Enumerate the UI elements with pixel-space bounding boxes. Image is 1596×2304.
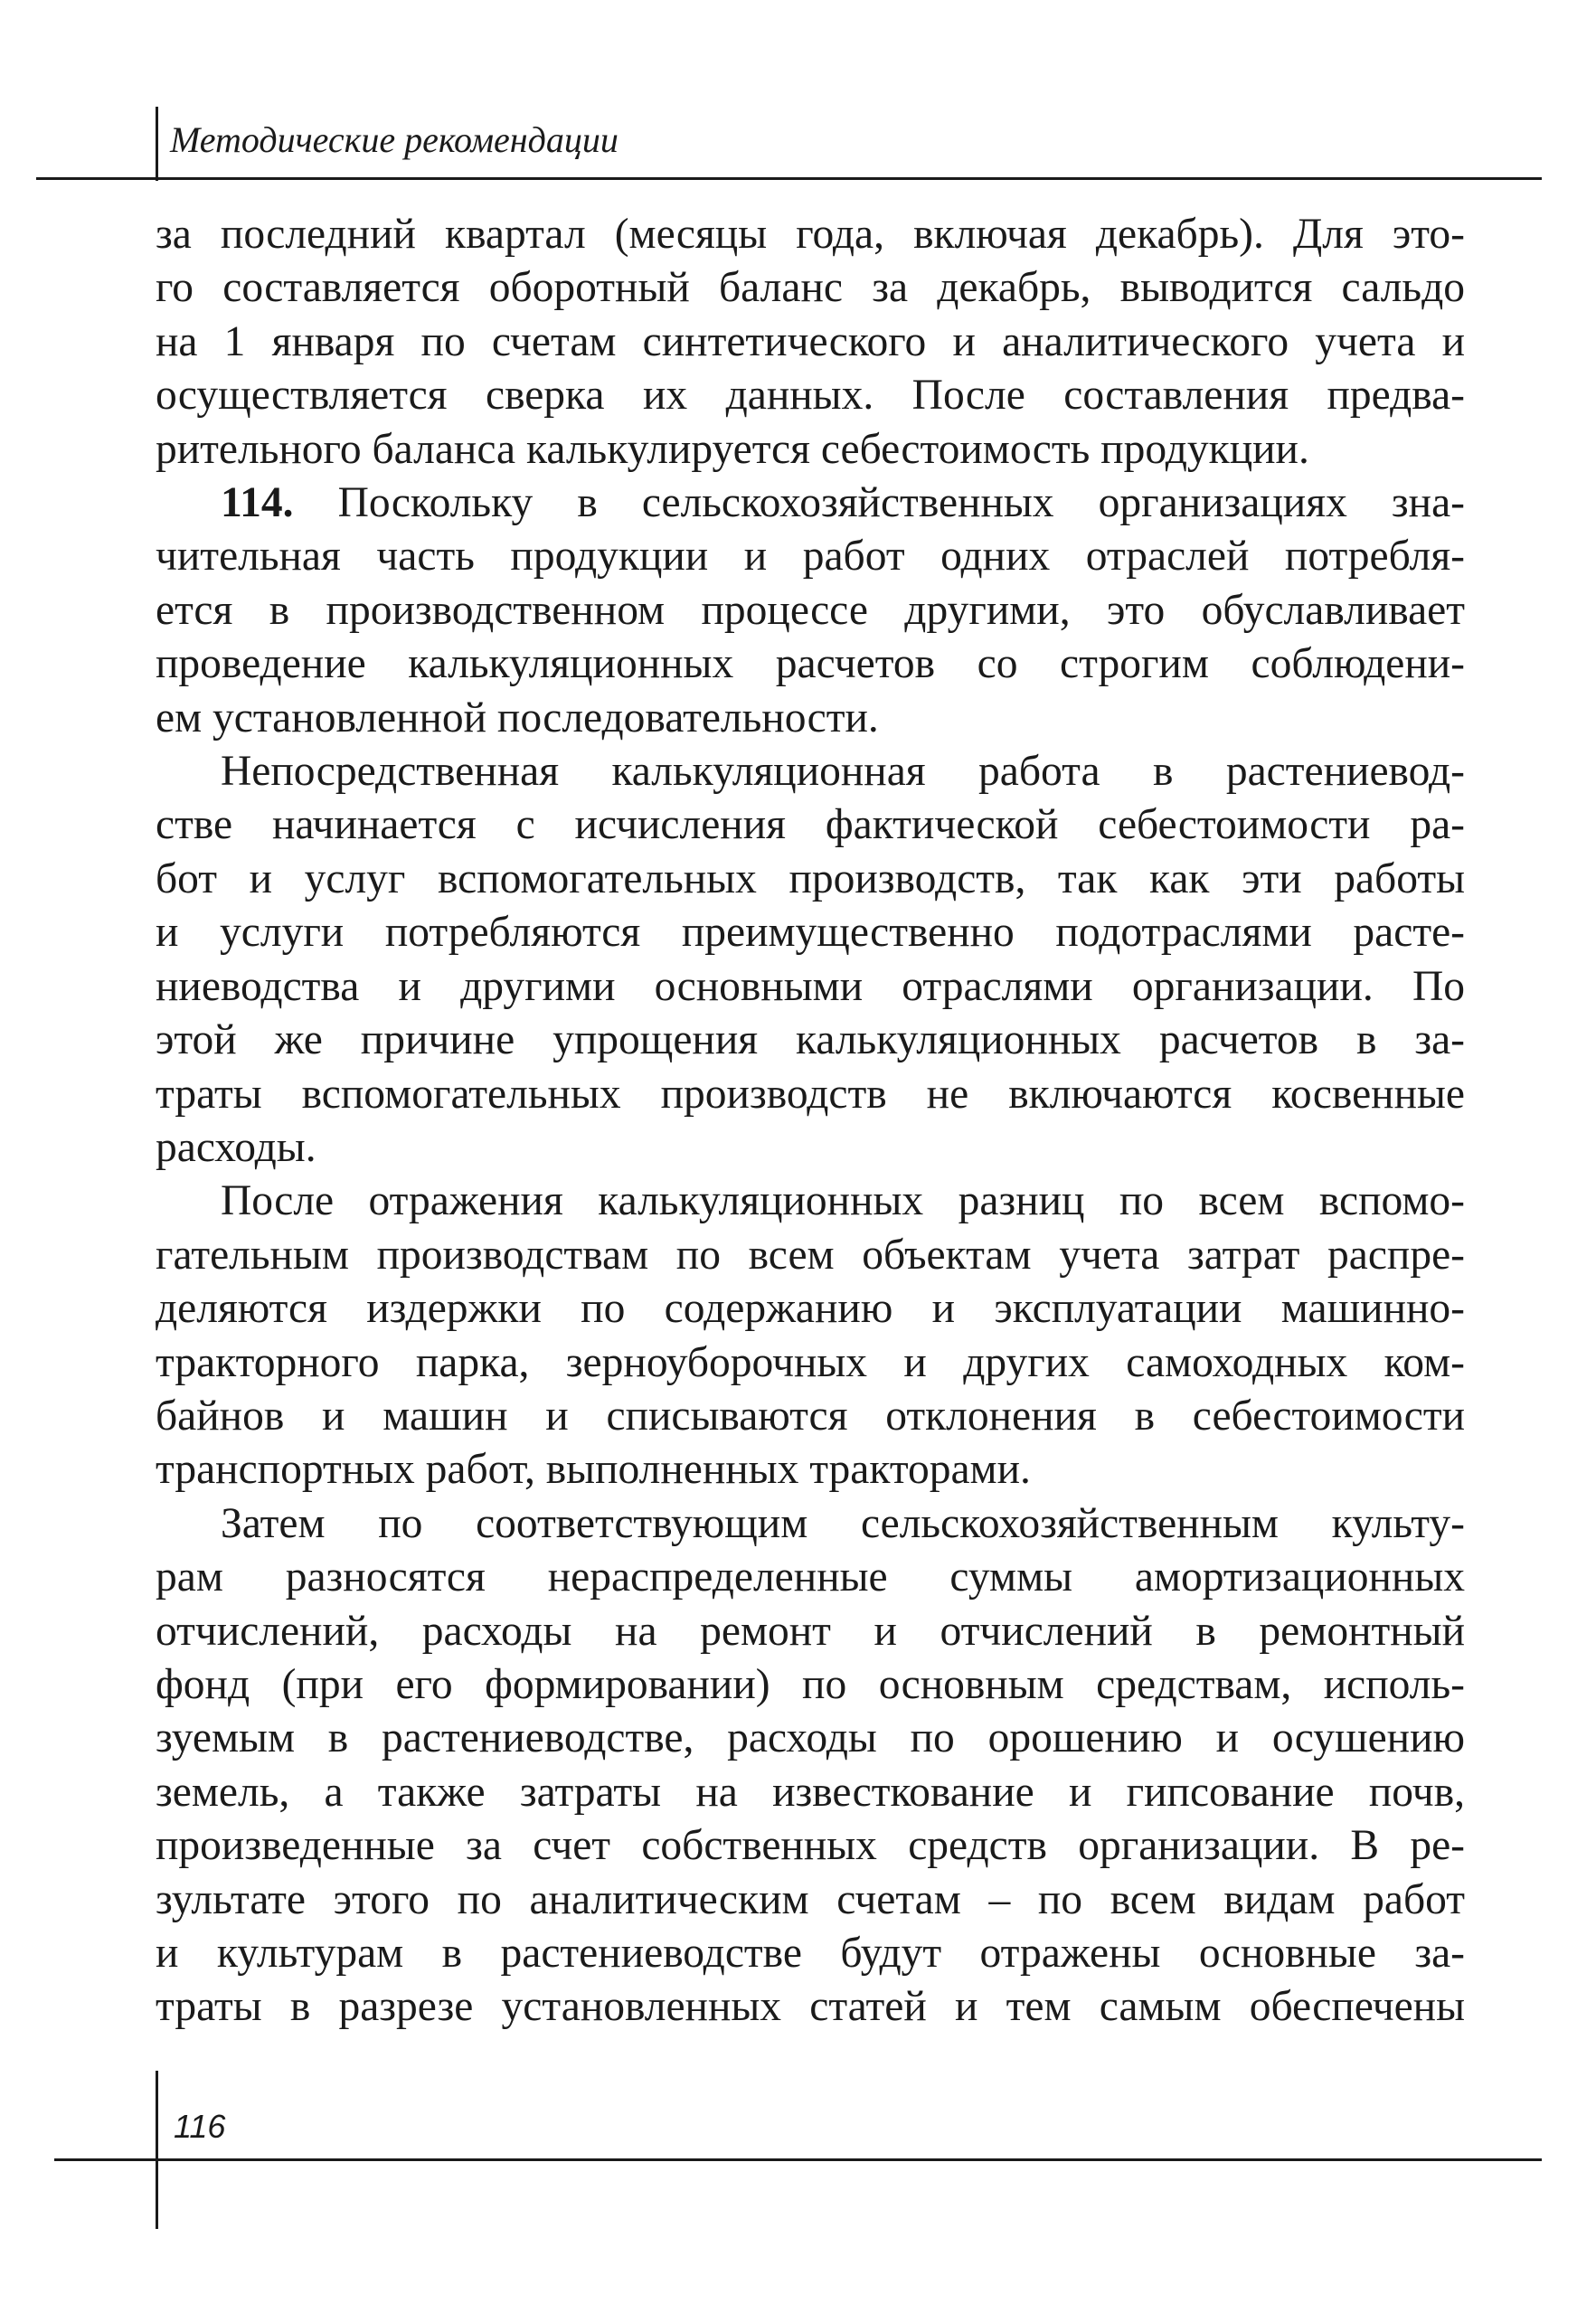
- text-line: осуществляется сверка их данных. После составления предва-: [156, 372, 1465, 420]
- text-line: зультате этого по аналитическим счетам – по всем видам работ: [156, 1875, 1465, 1923]
- text-line: за последний квартал (месяцы года, включая декабрь). Для это-: [156, 211, 1465, 258]
- paragraph-114: [156, 477, 1465, 745]
- text-line: расходы.: [156, 1123, 316, 1171]
- footer-divider: [156, 2071, 158, 2229]
- item-number: 114.: [221, 479, 294, 527]
- text-line: этой же причине упрощения калькуляционных расчетов в за-: [156, 1016, 1465, 1064]
- text-line: рам разносятся нераспределенные суммы амортизационных: [156, 1553, 1465, 1601]
- paragraph-4: [156, 1175, 1465, 1497]
- text-line: чительная часть продукции и работ одних отраслей потребля-: [156, 533, 1465, 581]
- footer-rule: [54, 2158, 1542, 2161]
- text-line: ем установленной последовательности.: [156, 694, 879, 741]
- page-number: 116: [174, 2108, 226, 2145]
- text-line: Непосредственная калькуляционная работа в растениевод-: [221, 748, 1465, 796]
- text-line: байнов и машин и списываются отклонения в себестоимости: [156, 1392, 1465, 1440]
- text-line: произведенные за счет собственных средств организации. В ре-: [156, 1822, 1465, 1870]
- text-line: и культурам в растениеводстве будут отражены основные за-: [156, 1930, 1465, 1977]
- text-line: тракторного парка, зерноуборочных и других самоходных ком-: [156, 1338, 1465, 1386]
- text-line: ется в производственном процессе другими, это обуславливает: [156, 586, 1465, 634]
- text-line: го составляется оборотный баланс за декабрь, выводится сальдо: [156, 264, 1465, 312]
- text-line: зуемым в растениеводстве, расходы по орошению и осушению: [156, 1714, 1465, 1762]
- text-line: гательным производствам по всем объектам учета затрат распре-: [156, 1231, 1465, 1279]
- paragraph-3: [156, 745, 1465, 1175]
- paragraph-1: [156, 208, 1465, 477]
- text-line: Затем по соответствующим сельскохозяйственным культу-: [221, 1499, 1465, 1547]
- text-line: и услуги потребляются преимущественно подотраслями расте-: [156, 909, 1465, 957]
- text-line: рительного баланса калькулируется себестоимость продукции.: [156, 425, 1309, 473]
- text-line: проведение калькуляционных расчетов со строгим соблюдени-: [156, 640, 1465, 688]
- text-line: отчислений, расходы на ремонт и отчислений в ремонтный: [156, 1607, 1465, 1655]
- text-line-rest: Поскольку в сельскохозяйственных организациях зна-: [293, 479, 1465, 527]
- header-divider: [156, 107, 158, 181]
- text-line: стве начинается с исчисления фактической себестоимости ра-: [156, 801, 1465, 849]
- text-line: бот и услуг вспомогательных производств, так как эти работы: [156, 855, 1465, 902]
- header-rule: [36, 177, 1542, 180]
- text-line: После отражения калькуляционных разниц по всем вспомо-: [221, 1177, 1465, 1225]
- paragraph-5: [156, 1497, 1465, 2035]
- page-body: [156, 208, 1465, 2035]
- text-line: траты в разрезе установленных статей и тем самым обеспечены: [156, 1983, 1465, 2031]
- running-title: Методические рекомендации: [170, 119, 619, 160]
- text-line: на 1 января по счетам синтетического и аналитического учета и: [156, 317, 1465, 365]
- text-line: ниеводства и другими основными отраслями организации. По: [156, 962, 1465, 1010]
- text-line: деляются издержки по содержанию и эксплуатации машинно-: [156, 1285, 1465, 1333]
- text-line: траты вспомогательных производств не включаются косвенные: [156, 1070, 1465, 1118]
- text-line: земель, а также затраты на известкование и гипсование почв,: [156, 1768, 1465, 1816]
- text-line: [156, 477, 1465, 530]
- text-line: транспортных работ, выполненных тракторами.: [156, 1446, 1031, 1494]
- text-line: фонд (при его формировании) по основным средствам, исполь-: [156, 1660, 1465, 1708]
